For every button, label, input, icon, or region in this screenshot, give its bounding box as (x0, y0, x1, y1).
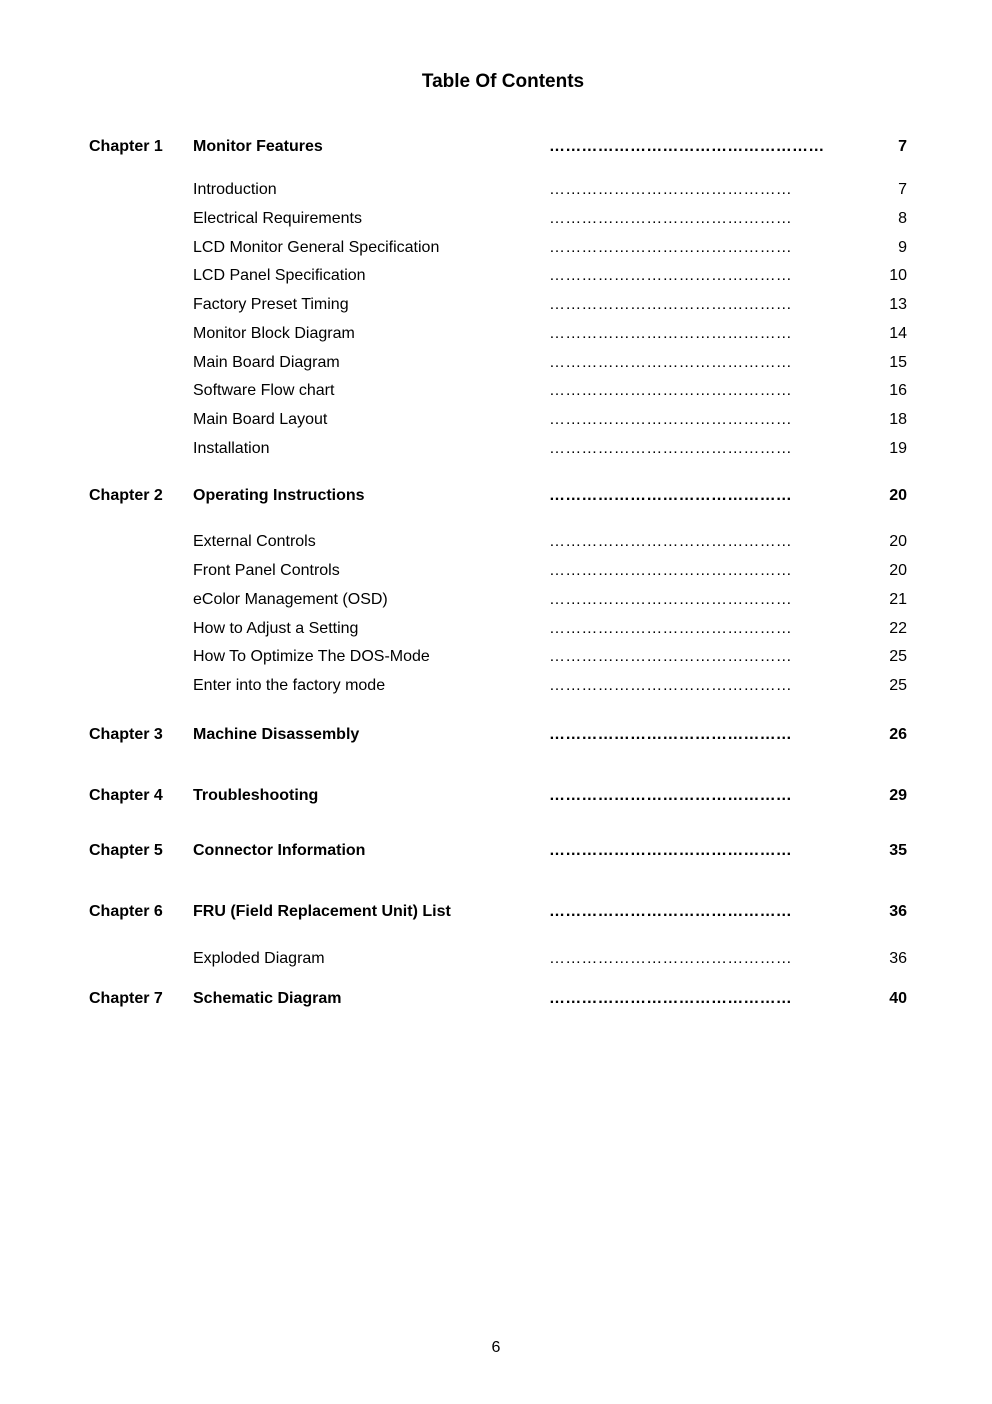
chapter-title: Connector Information (193, 842, 366, 859)
chapter-number: Chapter 1 (89, 138, 163, 155)
chapter-title: FRU (Field Replacement Unit) List (193, 903, 451, 920)
dot-leader: ……………………………………… (549, 562, 792, 579)
page-ref: 7 (898, 138, 907, 155)
page-ref: 10 (889, 267, 907, 284)
toc-section-row[interactable] (0, 379, 992, 403)
toc-chapter-row[interactable] (0, 900, 992, 924)
page-ref: 20 (889, 487, 907, 504)
toc-section-row[interactable] (0, 559, 992, 583)
page-ref: 20 (889, 533, 907, 550)
page-ref: 9 (898, 239, 907, 256)
toc-section-row[interactable] (0, 322, 992, 346)
page-ref: 20 (889, 562, 907, 579)
page-ref: 15 (889, 354, 907, 371)
toc-section-row[interactable] (0, 645, 992, 669)
page-ref: 13 (889, 296, 907, 313)
section-title: Installation (193, 440, 270, 457)
dot-leader: ……………………………………… (549, 239, 792, 256)
page-ref: 25 (889, 677, 907, 694)
toc-chapter-row[interactable] (0, 723, 992, 747)
dot-leader: ……………………………………… (549, 325, 792, 342)
dot-leader: ……………………………………… (549, 210, 792, 227)
chapter-title: Troubleshooting (193, 787, 319, 804)
section-title: Front Panel Controls (193, 562, 340, 579)
toc-section-row[interactable] (0, 437, 992, 461)
dot-leader: …………………………………………… (549, 138, 825, 155)
dot-leader: ……………………………………… (549, 990, 792, 1007)
toc-section-row[interactable] (0, 530, 992, 554)
dot-leader: ……………………………………… (549, 440, 792, 457)
section-title: External Controls (193, 533, 316, 550)
chapter-title: Monitor Features (193, 138, 323, 155)
dot-leader: ……………………………………… (549, 787, 792, 804)
page-ref: 7 (898, 181, 907, 198)
section-title: How to Adjust a Setting (193, 620, 359, 637)
section-title: Electrical Requirements (193, 210, 362, 227)
toc-chapter-row[interactable] (0, 484, 992, 508)
toc-section-row[interactable] (0, 588, 992, 612)
section-title: Main Board Layout (193, 411, 328, 428)
dot-leader: ……………………………………… (549, 620, 792, 637)
dot-leader: ……………………………………… (549, 950, 792, 967)
dot-leader: ……………………………………… (549, 533, 792, 550)
toc-chapter-row[interactable] (0, 135, 992, 159)
page-ref: 25 (889, 648, 907, 665)
section-title: Exploded Diagram (193, 950, 325, 967)
page-title: Table Of Contents (421, 71, 585, 92)
dot-leader: ……………………………………… (549, 591, 792, 608)
toc-chapter-row[interactable] (0, 987, 992, 1011)
page-ref: 22 (889, 620, 907, 637)
dot-leader: ……………………………………… (549, 411, 792, 428)
page-ref: 18 (889, 411, 907, 428)
dot-leader: ……………………………………… (549, 648, 792, 665)
toc-section-row[interactable] (0, 408, 992, 432)
toc-section-row[interactable] (0, 617, 992, 641)
dot-leader: ……………………………………… (549, 382, 792, 399)
chapter-number: Chapter 4 (89, 787, 163, 804)
dot-leader: ……………………………………… (549, 487, 792, 504)
section-title: How To Optimize The DOS-Mode (193, 648, 430, 665)
page-ref: 19 (889, 440, 907, 457)
page-ref: 36 (889, 903, 907, 920)
dot-leader: ……………………………………… (549, 267, 792, 284)
chapter-number: Chapter 6 (89, 903, 163, 920)
chapter-number: Chapter 7 (89, 990, 163, 1007)
chapter-title: Operating Instructions (193, 487, 365, 504)
toc-chapter-row[interactable] (0, 784, 992, 808)
section-title: Factory Preset Timing (193, 296, 349, 313)
dot-leader: ……………………………………… (549, 677, 792, 694)
page-number: 6 (491, 1339, 501, 1356)
toc-section-row[interactable] (0, 351, 992, 375)
section-title: LCD Panel Specification (193, 267, 366, 284)
chapter-number: Chapter 2 (89, 487, 163, 504)
chapter-title: Schematic Diagram (193, 990, 342, 1007)
page-ref: 29 (889, 787, 907, 804)
dot-leader: ……………………………………… (549, 354, 792, 371)
section-title: Introduction (193, 181, 277, 198)
section-title: Enter into the factory mode (193, 677, 386, 694)
toc-chapter-row[interactable] (0, 839, 992, 863)
section-title: eColor Management (OSD) (193, 591, 388, 608)
toc-section-row[interactable] (0, 674, 992, 698)
toc-section-row[interactable] (0, 264, 992, 288)
dot-leader: ……………………………………… (549, 903, 792, 920)
page-ref: 40 (889, 990, 907, 1007)
section-title: LCD Monitor General Specification (193, 239, 440, 256)
toc-section-row[interactable] (0, 207, 992, 231)
toc-section-row[interactable] (0, 178, 992, 202)
page-ref: 26 (889, 726, 907, 743)
section-title: Main Board Diagram (193, 354, 340, 371)
page-ref: 16 (889, 382, 907, 399)
chapter-title: Machine Disassembly (193, 726, 360, 743)
dot-leader: ……………………………………… (549, 296, 792, 313)
chapter-number: Chapter 5 (89, 842, 163, 859)
page-ref: 14 (889, 325, 907, 342)
section-title: Monitor Block Diagram (193, 325, 355, 342)
page-ref: 35 (889, 842, 907, 859)
page-ref: 21 (889, 591, 907, 608)
chapter-number: Chapter 3 (89, 726, 163, 743)
page-ref: 36 (889, 950, 907, 967)
toc-section-row[interactable] (0, 293, 992, 317)
toc-section-row[interactable] (0, 236, 992, 260)
dot-leader: ……………………………………… (549, 181, 792, 198)
toc-section-row[interactable] (0, 947, 992, 971)
section-title: Software Flow chart (193, 382, 335, 399)
dot-leader: ……………………………………… (549, 726, 792, 743)
page-ref: 8 (898, 210, 907, 227)
dot-leader: ……………………………………… (549, 842, 792, 859)
